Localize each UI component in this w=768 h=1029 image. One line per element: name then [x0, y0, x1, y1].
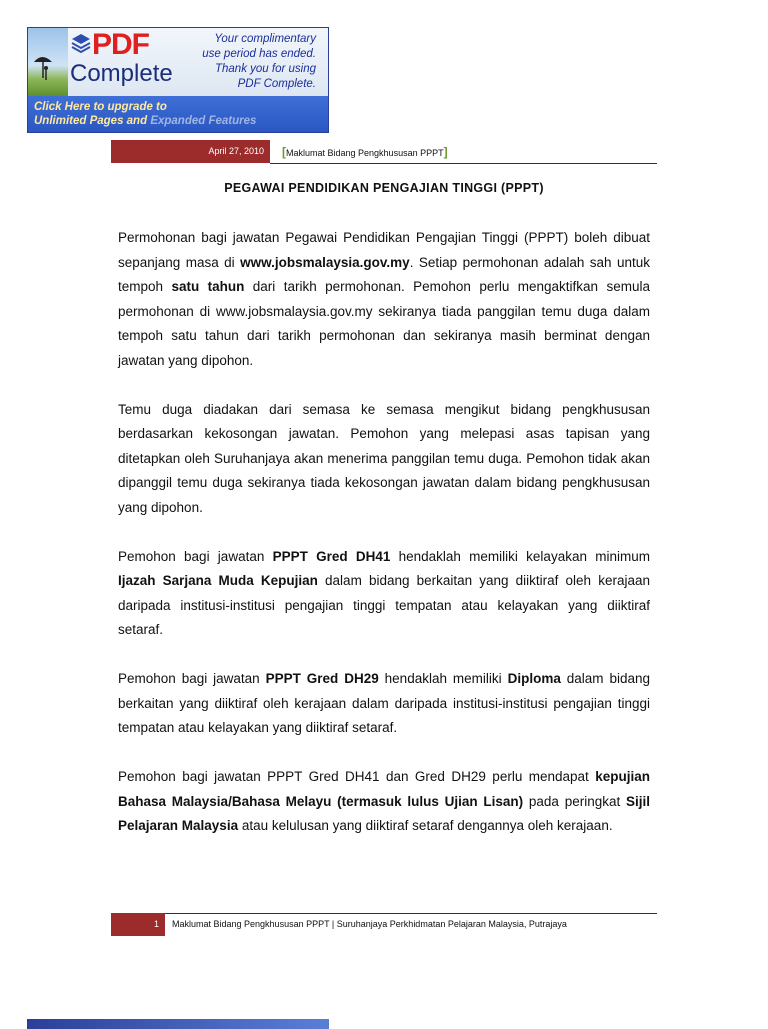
text-segment: dalam bidang berkaitan yang diiktiraf oleh kerajaan dalam daripada institusi-institusi pengajian tinggi tempatan atau kelayakan yang diiktiraf setaraf.: [118, 671, 650, 735]
text-segment: Pemohon bagi jawatan: [118, 671, 266, 686]
text-segment: Pemohon bagi jawatan: [118, 548, 273, 564]
text-segment: Pemohon bagi jawatan PPPT Gred DH41 dan Gred DH29 perlu mendapat: [118, 769, 596, 784]
text-segment: atau kelulusan yang diiktiraf setaraf dengannya oleh kerajaan.: [238, 818, 613, 833]
layers-icon: [70, 32, 92, 54]
text-segment: pada peringkat: [523, 793, 626, 809]
logo-complete: Complete: [70, 60, 173, 87]
text-segment: Permohonan bagi jawatan Pegawai Pendidikan Pengajian Tinggi (PPPT) boleh dibuat sepanjang masa di: [118, 230, 650, 270]
header-date-bar: April 27, 2010: [111, 140, 270, 163]
upgrade-link[interactable]: [28, 96, 328, 133]
text-segment: hendaklah memiliki: [378, 671, 508, 686]
header-title: [282, 145, 448, 159]
banner-notice: [166, 32, 316, 92]
text-segment: hendaklah memiliki kelayakan minimum: [390, 548, 650, 564]
paragraph: [118, 667, 650, 741]
page-number: 1: [111, 913, 165, 936]
footer-text: Maklumat Bidang Pengkhususan PPPT | Suruhanjaya Perkhidmatan Pelajaran Malaysia, Putrajaya: [172, 919, 567, 929]
bold-text: Ijazah Sarjana Muda Kepujian: [118, 573, 318, 588]
paragraph: [118, 398, 650, 521]
notice-line: Thank you for using: [214, 63, 316, 75]
text-segment: dari tarikh permohonan. Pemohon perlu mengaktifkan semula permohonan di www.jobsmalaysia.gov.my sekiranya tiada panggilan temu duga dalam tempoh satu tahun dari tarikh permohonan dan sekiranya masih berminat dengan jawatan yang dipohon.: [118, 279, 650, 368]
footer-rule: [165, 913, 657, 914]
upgrade-line-1: Click Here to upgrade to: [34, 101, 167, 113]
banner-image: [28, 28, 68, 96]
pdf-complete-banner[interactable]: [27, 27, 329, 133]
notice-line: Your complimentary: [214, 33, 316, 45]
upgrade-line-2: [34, 114, 322, 128]
paragraph: [118, 765, 650, 839]
paragraph: [118, 545, 650, 643]
bold-text: PPPT Gred DH41: [272, 548, 391, 564]
text-segment: Temu duga diadakan dari semasa ke semasa mengikut bidang pengkhususan berdasarkan kekosongan jawatan. Pemohon yang melepasi asas tapisan yang ditetapkan oleh Suruhanjaya akan menerima panggilan temu duga. Pemohon tidak akan dipanggil temu duga sekiranya tiada kekosongan jawatan dalam bidang pengkhususan yang dipohon.: [118, 401, 650, 515]
notice-line: use period has ended.: [202, 48, 316, 60]
bold-text: www.jobsmalaysia.gov.my: [240, 254, 410, 270]
bold-text: Diploma: [507, 671, 561, 686]
bold-text: Sijil Pelajaran Malaysia: [118, 793, 650, 833]
paragraph: [118, 226, 650, 373]
notice-line: PDF Complete.: [237, 78, 316, 90]
upgrade-line-2a: Unlimited Pages and: [34, 115, 151, 127]
header-rule: [270, 163, 657, 164]
next-page-banner: [27, 1019, 329, 1029]
upgrade-line-2b: Expanded Features: [150, 115, 257, 127]
document-title: PEGAWAI PENDIDIKAN PENGAJIAN TINGGI (PPPT): [224, 181, 544, 195]
text-segment: dalam bidang berkaitan yang diiktiraf oleh kerajaan daripada institusi-institusi pengajian tinggi tempatan atau kelayakan yang diiktiraf setaraf.: [118, 573, 650, 637]
bold-text: PPPT Gred DH29: [265, 671, 379, 686]
logo-pdf: PDF: [92, 28, 149, 61]
document-body: [118, 226, 650, 863]
bold-text: satu tahun: [171, 279, 245, 294]
header-title-text: Maklumat Bidang Pengkhususan PPPT: [286, 148, 444, 158]
bracket-open: [: [282, 145, 286, 159]
umbrella-figure-icon: [28, 28, 68, 96]
bracket-close: ]: [443, 145, 448, 159]
bold-text: kepujian Bahasa Malaysia/Bahasa Melayu (termasuk lulus Ujian Lisan): [118, 769, 650, 809]
text-segment: . Setiap permohonan adalah sah untuk tempoh: [118, 254, 651, 294]
